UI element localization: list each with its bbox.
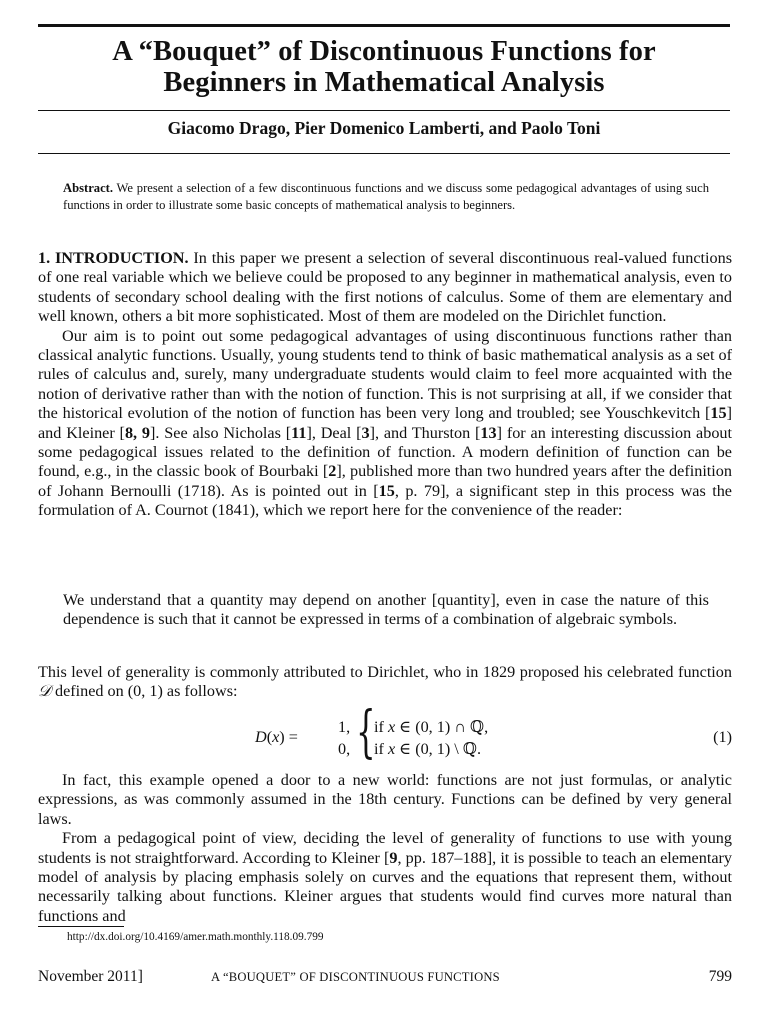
block-quote: We understand that a quantity may depend on another [quantity], even in case the nature of this dependence is such that it cannot be expressed in terms of a combination of algebraic symbols. bbox=[63, 591, 709, 629]
footer-date: November 2011] bbox=[38, 968, 143, 985]
doi-link[interactable]: http://dx.doi.org/10.4169/amer.math.monthly.118.09.799 bbox=[67, 931, 324, 943]
footnote-rule bbox=[38, 926, 124, 927]
intro-paragraph-2: Our aim is to point out some pedagogical advantages of using discontinuous functions rather than classical analytic functions. Usually, young students tend to think of basic mathematical analysis as a set of rules of calculus and, surely, many undergraduate students would claim to feel more acquainted with the notion of derivative rather than with the notion of function. This is not surprising at all, if we consider that the historical evolution of the notion of function has been very long and troubled; see Youschkevitch [15] and Kleiner [8, 9]. See also Nicholas [11], Deal [3], and Thurston [13] for an interesting discussion about some pedagogical issues related to the definition of function. A modern definition of function can be found, e.g., in the classic book of Bourbaki [2], published more than two hundred years after the definition of Johann Bernoulli (1718). As is pointed out in [15, p. 79], a significant step in this process was the formulation of A. Cournot (1841), which we report here for the convenience of the reader: bbox=[38, 326, 733, 520]
title-line-2: Beginners in Mathematical Analysis bbox=[163, 67, 605, 98]
citation[interactable]: 15 bbox=[378, 481, 395, 500]
title-line-1: A “Bouquet” of Discontinuous Functions for bbox=[112, 36, 656, 67]
equation-case-1: 1, if x ∈ (0, 1) ∩ ℚ, bbox=[338, 718, 489, 736]
equation-number: (1) bbox=[713, 728, 732, 746]
citation[interactable]: 9 bbox=[389, 848, 398, 867]
equation-1 bbox=[38, 700, 732, 765]
citation[interactable]: 15 bbox=[710, 404, 727, 423]
abstract-text: We present a selection of a few discontinuous functions and we discuss some pedagogical advantages of using such functions in order to illustrate some basic concepts of mathematical analysis to beginners. bbox=[63, 181, 709, 212]
paper-title bbox=[38, 36, 730, 98]
intro-section bbox=[38, 249, 732, 521]
equation-lhs: D(x) = bbox=[255, 728, 298, 746]
closing-paragraphs bbox=[38, 771, 732, 926]
citation[interactable]: 13 bbox=[480, 423, 497, 442]
abstract bbox=[63, 180, 709, 214]
paragraph-4: In fact, this example opened a door to a new world: functions are not just formulas, or analytic expressions, as was commonly assumed in the 18th century. Functions can be defined by very general laws. bbox=[38, 771, 732, 828]
citation[interactable]: 11 bbox=[291, 423, 307, 442]
citation[interactable]: 8, 9 bbox=[124, 423, 151, 442]
citation[interactable]: 3 bbox=[361, 423, 370, 442]
left-brace: { bbox=[356, 700, 376, 765]
dirichlet-symbol: 𝒟 bbox=[38, 682, 51, 701]
title-rule bbox=[38, 110, 730, 111]
dirichlet-paragraph: This level of generality is commonly attributed to Dirichlet, who in 1829 proposed his celebrated function 𝒟 defined on (0, 1) as follows: bbox=[38, 663, 732, 701]
paragraph-5: From a pedagogical point of view, deciding the level of generality of functions to use with young students is not straightforward. According to Kleiner [9, pp. 187–188], it is possible to teach an elementary model of analysis by placing emphasis solely on curves and the equations that represent them, without necessarily talking about functions. Kleiner argues that students would find curves more natural than functions and bbox=[38, 829, 732, 925]
authors: Giacomo Drago, Pier Domenico Lamberti, and Paolo Toni bbox=[167, 118, 601, 138]
equation-case-2: 0, if x ∈ (0, 1) \ ℚ. bbox=[338, 740, 482, 758]
page-number: 799 bbox=[708, 968, 732, 985]
footer-running-title: A “BOUQUET” OF DISCONTINUOUS FUNCTIONS bbox=[211, 970, 500, 984]
top-rule bbox=[38, 24, 730, 27]
intro-paragraph-1: 1. INTRODUCTION. In this paper we present a selection of several discontinuous real-valued functions of one real variable which we believe could be proposed to any beginner in mathematical analysis, even to students of secondary school dealing with the first notions of calculus. Some of them are elementary and well known, others a bit more sophisticated. Most of them are modeled on the Dirichlet function. bbox=[38, 249, 732, 326]
authors-rule bbox=[38, 153, 730, 154]
abstract-label: Abstract. bbox=[63, 181, 114, 195]
citation[interactable]: 2 bbox=[328, 462, 337, 481]
section-heading: 1. INTRODUCTION. bbox=[38, 249, 189, 267]
